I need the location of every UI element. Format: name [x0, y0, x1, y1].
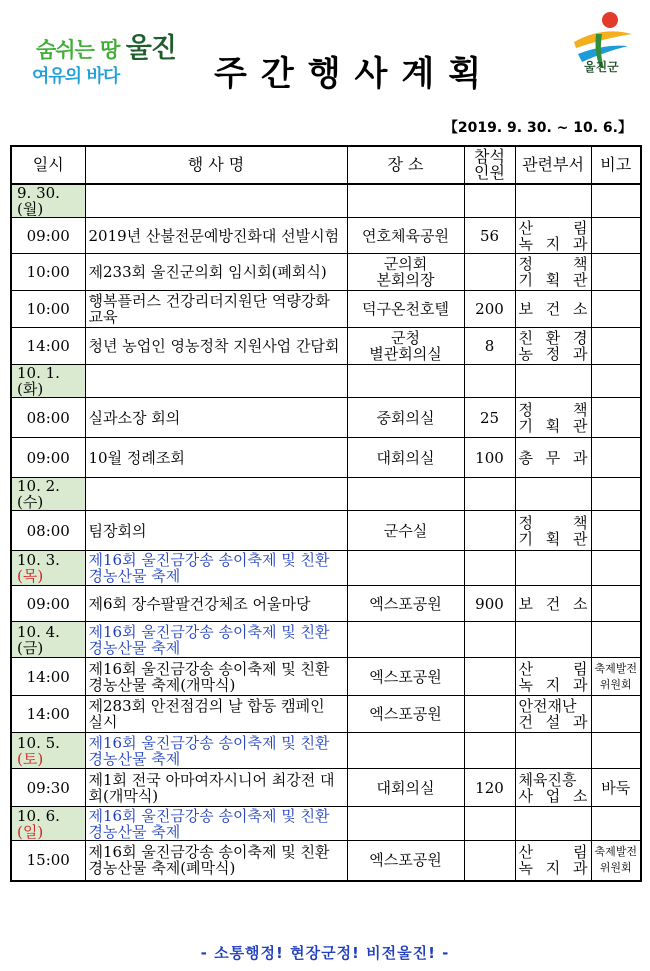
department-line: 체육진흥: [518, 770, 577, 789]
empty-cell: [591, 807, 641, 841]
logo-line-1: 숨쉬는 땅 울진: [36, 33, 176, 64]
footer-slogan: - 소통행정! 현장군정! 비전울진! -: [200, 944, 450, 962]
attendance-count: 120: [464, 769, 515, 807]
empty-cell: [347, 478, 464, 511]
department: [515, 841, 591, 881]
table-row: [11, 254, 641, 291]
attendance-count: 900: [464, 586, 515, 622]
attendance-count: [464, 841, 515, 881]
event-name: 제16회 울진금강송 송이축제 및 친환경농산물 축제(폐막식): [85, 841, 347, 881]
emblem-label: 울진군: [584, 60, 619, 74]
remarks: 축제발전 위원회: [591, 658, 641, 696]
department: [515, 398, 591, 438]
day-header-row: [11, 551, 641, 586]
attendance-count: [464, 254, 515, 291]
event-time: 09:00: [11, 438, 85, 478]
empty-cell: [464, 807, 515, 841]
empty-cell: [464, 551, 515, 586]
day-date-number: 10. 5.: [17, 733, 60, 752]
remarks: 축제발전 위원회: [591, 841, 641, 881]
event-place: 대회의실: [347, 769, 464, 807]
empty-cell: [347, 733, 464, 769]
day-title: [85, 478, 347, 511]
event-place: 엑스포공원: [347, 586, 464, 622]
event-time: 08:00: [11, 398, 85, 438]
remarks: [591, 511, 641, 551]
department-line: 기 획 관: [518, 529, 588, 548]
department: [515, 254, 591, 291]
event-name: 제6회 장수팔팔건강체조 어울마당: [85, 586, 347, 622]
empty-cell: [515, 184, 591, 218]
weekly-schedule-table: [10, 145, 642, 882]
empty-cell: [591, 622, 641, 658]
empty-cell: [347, 551, 464, 586]
day-header-row: [11, 733, 641, 769]
department-line: 사 업 소: [518, 786, 588, 805]
attendance-count: 200: [464, 291, 515, 328]
empty-cell: [591, 478, 641, 511]
uljin-slogan-logo: [22, 22, 192, 102]
day-date: [11, 184, 85, 218]
department-line: 기 획 관: [518, 416, 588, 435]
day-date-number: 10. 1.: [17, 364, 60, 382]
attendance-count: 100: [464, 438, 515, 478]
remarks: [591, 586, 641, 622]
day-date-number: 10. 3.: [17, 551, 60, 569]
table-row: [11, 696, 641, 733]
table-row: [11, 438, 641, 478]
table-row: [11, 658, 641, 696]
empty-cell: [464, 622, 515, 658]
event-time: 10:00: [11, 254, 85, 291]
remarks: [591, 291, 641, 328]
day-date: [11, 365, 85, 398]
empty-cell: [591, 184, 641, 218]
header-attendance: 참석 인원: [464, 146, 515, 184]
remarks: [591, 696, 641, 733]
department: [515, 586, 591, 622]
empty-cell: [464, 733, 515, 769]
day-title: [85, 184, 347, 218]
department-line: 녹 지 과: [518, 859, 588, 878]
department: [515, 769, 591, 807]
remarks: 바둑: [591, 769, 641, 807]
event-time: 14:00: [11, 328, 85, 365]
department-line: 친 환 경: [518, 329, 588, 347]
day-title: [85, 365, 347, 398]
department-line: 기 획 관: [518, 271, 588, 289]
attendance-count: 25: [464, 398, 515, 438]
table-row: [11, 511, 641, 551]
header-event: 행 사 명: [85, 146, 347, 184]
day-of-week: (목): [17, 567, 44, 585]
day-of-week: (금): [17, 638, 44, 657]
event-time: 10:00: [11, 291, 85, 328]
day-header-row: [11, 807, 641, 841]
remarks: [591, 218, 641, 254]
day-date: [11, 733, 85, 769]
department-line: 총 무 과: [518, 448, 588, 467]
day-header-row: [11, 184, 641, 218]
department: [515, 438, 591, 478]
event-time: 15:00: [11, 841, 85, 881]
empty-cell: [515, 551, 591, 586]
event-time: 14:00: [11, 696, 85, 733]
department-line: 녹 지 과: [518, 675, 588, 694]
event-name: 제233회 울진군의회 임시회(폐회식): [85, 254, 347, 291]
department-line: 보 건 소: [518, 594, 588, 613]
day-date-number: 10. 4.: [17, 622, 60, 641]
event-name: 실과소장 회의: [85, 398, 347, 438]
department-line: 정 책: [518, 255, 588, 273]
department-line: 정 책: [518, 400, 588, 419]
table-row: [11, 328, 641, 365]
table-row: [11, 398, 641, 438]
day-header-row: [11, 478, 641, 511]
department: [515, 658, 591, 696]
day-header-row: [11, 622, 641, 658]
empty-cell: [515, 478, 591, 511]
event-place: 연호체육공원: [347, 218, 464, 254]
empty-cell: [347, 807, 464, 841]
day-of-week: (토): [17, 749, 44, 768]
day-date-number: 9. 30.: [17, 184, 60, 202]
day-of-week: (일): [17, 822, 44, 841]
empty-cell: [515, 733, 591, 769]
day-date-number: 10. 2.: [17, 477, 60, 495]
event-name: 제1회 전국 아마여자시니어 최강전 대회(개막식): [85, 769, 347, 807]
header-place: 장 소: [347, 146, 464, 184]
day-date: [11, 622, 85, 658]
event-name: 2019년 산불전문예방진화대 선발시험: [85, 218, 347, 254]
department: [515, 328, 591, 365]
header-date: 일시: [11, 146, 85, 184]
department-line: 보 건 소: [518, 300, 588, 318]
event-place: 엑스포공원: [347, 841, 464, 881]
event-name: 제16회 울진금강송 송이축제 및 친환경농산물 축제(개막식): [85, 658, 347, 696]
day-of-week: (수): [17, 493, 44, 511]
remarks: [591, 328, 641, 365]
day-date: [11, 551, 85, 586]
table-row: [11, 291, 641, 328]
department-line: 산 림: [518, 659, 588, 678]
empty-cell: [464, 478, 515, 511]
event-time: 09:00: [11, 218, 85, 254]
department-line: 안전재난: [518, 697, 577, 715]
empty-cell: [591, 365, 641, 398]
event-place: 덕구온천호텔: [347, 291, 464, 328]
header-note: 비고: [591, 146, 641, 184]
event-place: 군수실: [347, 511, 464, 551]
event-place: 군의회 본회의장: [347, 254, 464, 291]
day-of-week: (화): [17, 380, 44, 398]
empty-cell: [591, 551, 641, 586]
attendance-count: 56: [464, 218, 515, 254]
schedule-period: 【2019. 9. 30. ~ 10. 6.】: [443, 120, 632, 136]
event-time: 14:00: [11, 658, 85, 696]
department-line: 농 정 과: [518, 345, 588, 363]
empty-cell: [347, 184, 464, 218]
event-name: 제283회 안전점검의 날 합동 캠페인 실시: [85, 696, 347, 733]
department: [515, 511, 591, 551]
event-time: 09:00: [11, 586, 85, 622]
department-line: 정 책: [518, 513, 588, 532]
empty-cell: [515, 365, 591, 398]
department-line: 산 림: [518, 843, 588, 862]
department: [515, 696, 591, 733]
day-date: [11, 807, 85, 841]
empty-cell: [464, 184, 515, 218]
table-row: [11, 586, 641, 622]
remarks: [591, 254, 641, 291]
day-title: 제16회 울진금강송 송이축제 및 친환경농산물 축제: [85, 622, 347, 658]
day-header-row: [11, 365, 641, 398]
table-row: [11, 769, 641, 807]
event-place: 군청 별관회의실: [347, 328, 464, 365]
department: [515, 218, 591, 254]
empty-cell: [515, 622, 591, 658]
event-place: 중회의실: [347, 398, 464, 438]
remarks: [591, 438, 641, 478]
department-line: 산 림: [518, 218, 588, 237]
attendance-count: [464, 696, 515, 733]
event-name: 팀장회의: [85, 511, 347, 551]
table-header-row: [11, 146, 641, 184]
empty-cell: [347, 365, 464, 398]
day-date: [11, 478, 85, 511]
department-line: 녹 지 과: [518, 234, 588, 253]
empty-cell: [591, 733, 641, 769]
remarks: [591, 398, 641, 438]
event-place: 엑스포공원: [347, 696, 464, 733]
table-row: [11, 841, 641, 881]
department: [515, 291, 591, 328]
day-title: 제16회 울진금강송 송이축제 및 친환경농산물 축제: [85, 551, 347, 586]
event-time: 09:30: [11, 769, 85, 807]
event-name: 청년 농업인 영농정착 지원사업 간담회: [85, 328, 347, 365]
day-title: 제16회 울진금강송 송이축제 및 친환경농산물 축제: [85, 807, 347, 841]
empty-cell: [515, 807, 591, 841]
empty-cell: [347, 622, 464, 658]
event-name: 행복플러스 건강리더지원단 역량강화교육: [85, 291, 347, 328]
department-line: 건 설 과: [518, 713, 588, 731]
page-title: 주간행사계획: [214, 54, 496, 94]
event-place: 대회의실: [347, 438, 464, 478]
header-dept: 관련부서: [515, 146, 591, 184]
table-row: [11, 218, 641, 254]
logo-line-2: 여유의 바다: [32, 66, 120, 87]
attendance-count: [464, 511, 515, 551]
event-name: 10월 정례조회: [85, 438, 347, 478]
event-time: 08:00: [11, 511, 85, 551]
empty-cell: [464, 365, 515, 398]
day-of-week: (월): [17, 200, 44, 218]
day-date-number: 10. 6.: [17, 806, 60, 825]
attendance-count: 8: [464, 328, 515, 365]
day-title: 제16회 울진금강송 송이축제 및 친환경농산물 축제: [85, 733, 347, 769]
event-place: 엑스포공원: [347, 658, 464, 696]
attendance-count: [464, 658, 515, 696]
